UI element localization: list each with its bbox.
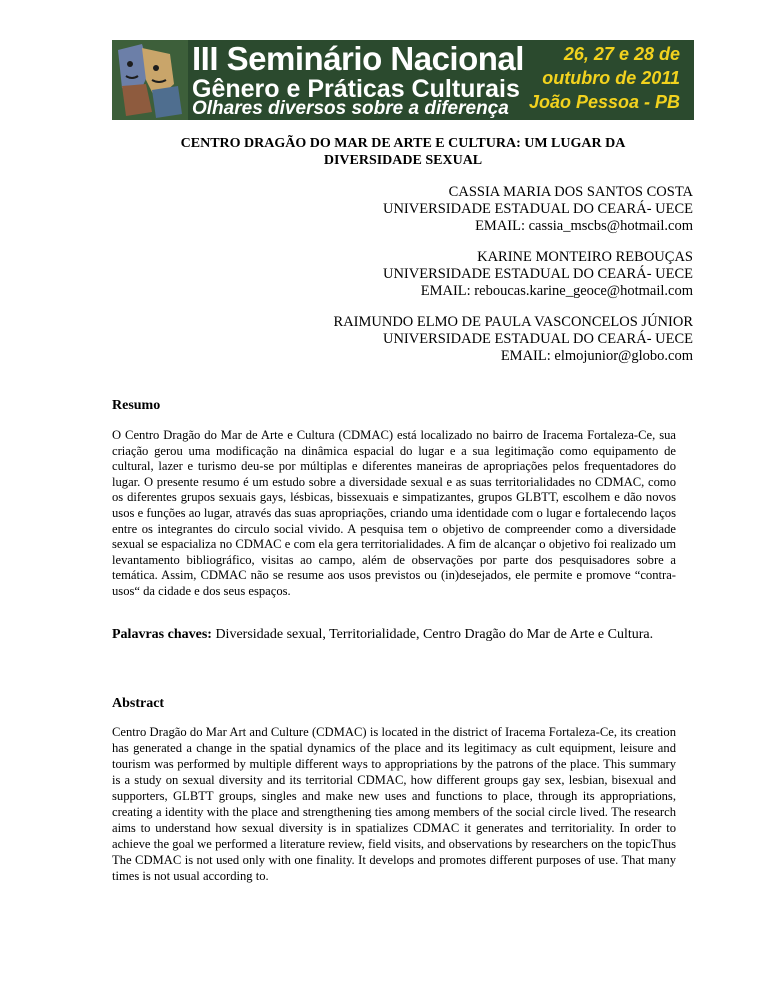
author-block [383, 184, 693, 235]
keywords-label: Palavras chaves: [112, 627, 212, 642]
author-name: RAIMUNDO ELMO DE PAULA VASCONCELOS JÚNIOR [333, 314, 693, 330]
abstract-heading: Abstract [112, 696, 165, 711]
abstract-paragraph: Centro Dragão do Mar Art and Culture (CDMAC) is located in the district of Iracema Fortaleza-Ce, its creation has generated a change in the spatial dynamics of the place and its legitimacy as cult equipment, leisure and tourism was performed by multiple different ways to appropriations by the patrons of the place. This summary is a study on sexual diversity and its territorial CDMAC, how different groups gay sex, lesbian, bisexual and supporters, GLBTT groups, singles and make new uses and functions to place, through its appropriations, creating a identity with the place and strengthening ties among members of the social circle lived. The research aims to understand how sexual diversity is in spatializes CDMAC it generates and territoriality. In order to achieve the goal we performed a literature review, field visits, and observations by researchers on the topicThus The CDMAC is not used only with one finality. It develops and promotes different purposes of use. That many times is not usual according to. [112, 725, 676, 883]
keywords-text: Diversidade sexual, Territorialidade, Centro Dragão do Mar de Arte e Cultura. [211, 627, 654, 642]
banner-date-line-1: 26, 27 e 28 de [563, 44, 680, 64]
author-block [383, 249, 693, 300]
author-name: CASSIA MARIA DOS SANTOS COSTA [448, 184, 693, 200]
keywords [112, 626, 676, 643]
paper-title-line-1: CENTRO DRAGÃO DO MAR DE ARTE E CULTURA: UM LUGAR DA [180, 136, 626, 151]
author-block [334, 314, 693, 365]
author-email: EMAIL: reboucas.karine_geoce@hotmail.com [420, 283, 693, 299]
author-affiliation: UNIVERSIDADE ESTADUAL DO CEARÁ- UECE [382, 201, 693, 217]
conference-banner [112, 40, 694, 120]
banner-tagline: Olhares diversos sobre a diferença [192, 98, 509, 119]
author-name: KARINE MONTEIRO REBOUÇAS [477, 249, 693, 265]
author-affiliation: UNIVERSIDADE ESTADUAL DO CEARÁ- UECE [382, 266, 693, 282]
banner-subtitle: Gênero e Práticas Culturais [192, 75, 520, 103]
banner-date-line-3: João Pessoa - PB [528, 92, 680, 112]
author-email: EMAIL: cassia_mscbs@hotmail.com [475, 218, 693, 234]
paper-title-line-2: DIVERSIDADE SEXUAL [323, 153, 483, 168]
author-affiliation: UNIVERSIDADE ESTADUAL DO CEARÁ- UECE [382, 331, 693, 347]
resumo-paragraph: O Centro Dragão do Mar de Arte e Cultura (CDMAC) está localizado no bairro de Iracema Fortaleza-Ce, sua criação gerou uma modificação na dinâmica espacial do lugar e a sua legitimação como equipamento de cultural, lazer e turismo deu-se por múltiplas e diferentes maneiras de apropriações pelos frequentadores do lugar. O presente resumo é um estudo sobre a diversidade sexual e as suas territorialidades no CDMAC, como os diferentes grupos sexuais gays, lésbicas, bissexuais e simpatizantes, grupos GLBTT, escolhem e dão novos usos e funções ao lugar, através das suas apropriações, criando uma identidade com o lugar e fortalecendo laços entre os integrantes do circulo social vivido. A pesquisa tem o objetivo de compreender como a diversidade sexual se espacializa no CDMAC e com ela gera territorialidades. A fim de alcançar o objetivo foi realizado um levantamento bibliográfico, visitas ao campo, além de observações por parte dos pesquisadores sobre a temática. Assim, CDMAC não se resume aos usos previstos ou (in)desejados, ele permite e promove “contra-usos“ da cidade e dos seus espaços. [112, 428, 676, 598]
resumo-heading: Resumo [112, 398, 161, 413]
banner-date-line-2: outubro de 2011 [542, 68, 680, 88]
banner-title: III Seminário Nacional [192, 40, 524, 77]
author-email: EMAIL: elmojunior@globo.com [500, 348, 693, 364]
paper-title [112, 135, 694, 169]
masks-artwork-icon [112, 40, 188, 120]
